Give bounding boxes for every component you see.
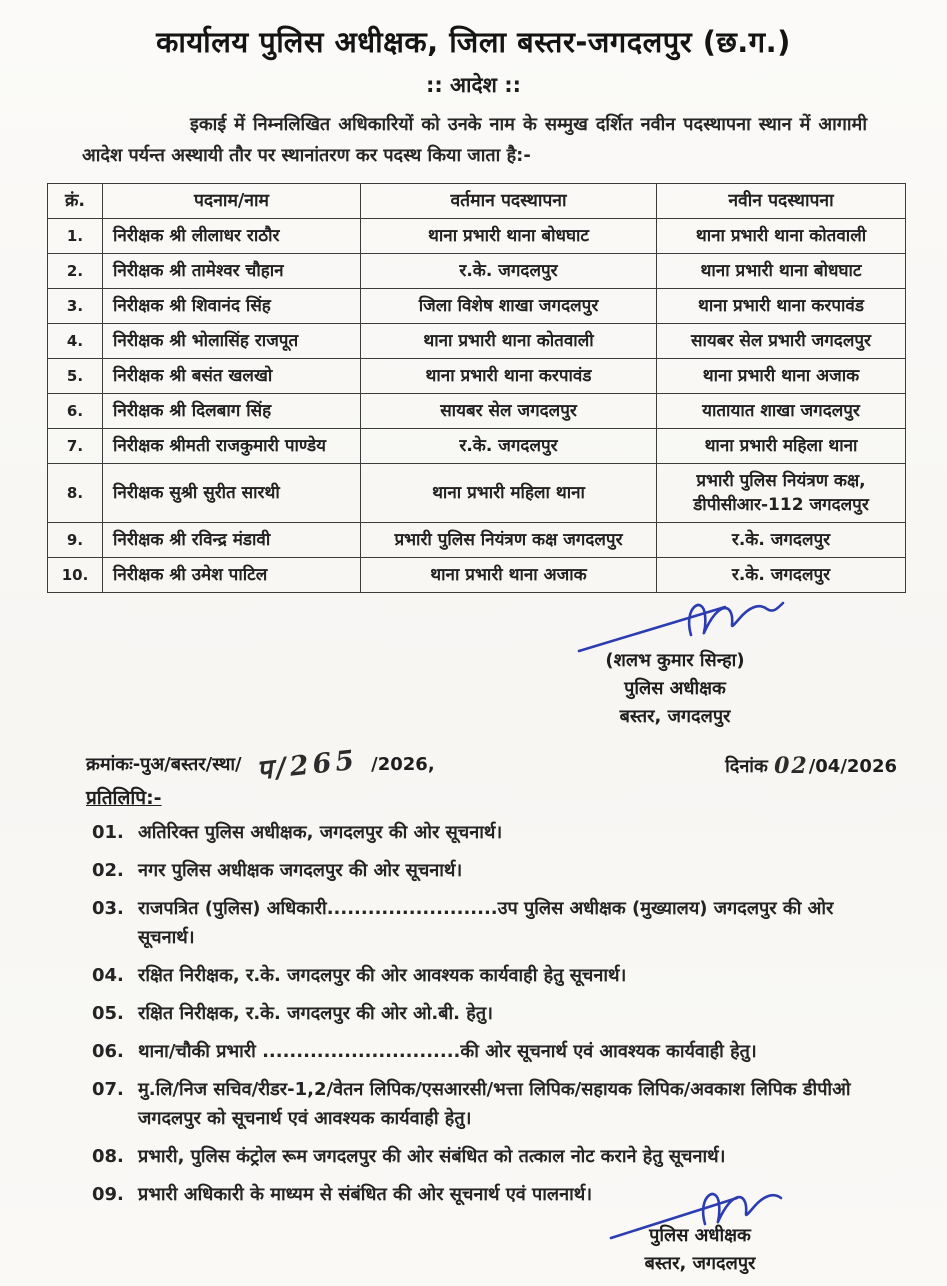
name-cell: निरीक्षक श्री रविन्द्र मंडावी bbox=[103, 523, 361, 558]
copy-item-text: रक्षित निरीक्षक, र.के. जगदलपुर की ओर ओ.बी. हेतु। bbox=[138, 1003, 493, 1024]
copy-item-number: 02. bbox=[92, 860, 124, 881]
name-cell: निरीक्षक श्री तामेश्वर चौहान bbox=[103, 254, 361, 289]
signatory-location: बस्तर, जगदलपुर bbox=[644, 1253, 756, 1274]
serial-cell: 7. bbox=[48, 429, 103, 464]
signatory-designation: पुलिस अधीक्षक bbox=[624, 678, 726, 699]
copy-section-heading: प्रतिलिपि:- bbox=[86, 787, 162, 809]
copy-item-number: 05. bbox=[92, 1003, 124, 1024]
date-handwritten: 02 bbox=[774, 753, 809, 779]
date-label: दिनांक bbox=[725, 756, 768, 777]
copy-item-text: थाना/चौकी प्रभारी .............................की ओर सूचनार्थ एवं आवश्यक कार्यवाही हेतु। bbox=[138, 1041, 757, 1062]
serial-cell: 1. bbox=[48, 219, 103, 254]
table-header-row bbox=[48, 184, 906, 219]
document-date bbox=[725, 752, 897, 778]
name-cell: निरीक्षक श्री भोलासिंह राजपूत bbox=[103, 324, 361, 359]
signature-ink-icon bbox=[609, 1184, 799, 1240]
name-cell: निरीक्षक श्री शिवानंद सिंह bbox=[103, 289, 361, 324]
copy-item-number: 03. bbox=[92, 898, 124, 919]
intro-paragraph: इकाई में निम्नलिखित अधिकारियों को उनके नाम के सम्मुख दर्शित नवीन पदस्थापना स्थान में आगामी आदेश पर्यन्त अस्थायी तौर पर स्थानांतरण कर पदस्थ किया जाता है:- bbox=[82, 114, 867, 166]
name-cell: निरीक्षक सुश्री सुरीत सारथी bbox=[103, 464, 361, 523]
table-row bbox=[48, 558, 906, 593]
signature-block-top bbox=[535, 595, 815, 731]
copy-item-number: 09. bbox=[92, 1184, 124, 1205]
current-posting-cell: थाना प्रभारी महिला थाना bbox=[361, 464, 657, 523]
copy-item-text: प्रभारी अधिकारी के माध्यम से संबंधित की ओर सूचनार्थ एवं पालनार्थ। bbox=[138, 1184, 593, 1205]
reference-handwritten-number: प/265 bbox=[254, 744, 360, 787]
name-cell: निरीक्षक श्री बसंत खलखो bbox=[103, 359, 361, 394]
copy-item-number: 08. bbox=[92, 1146, 124, 1167]
signature-block-bottom bbox=[575, 1184, 825, 1278]
copy-item-number: 06. bbox=[92, 1041, 124, 1062]
serial-cell: 8. bbox=[48, 464, 103, 523]
page-title: कार्यालय पुलिस अधीक्षक, जिला बस्तर-जगदलपुर (छ.ग.) bbox=[156, 25, 791, 59]
copy-list bbox=[92, 818, 895, 1209]
serial-cell: 10. bbox=[48, 558, 103, 593]
table-header-cell: नवीन पदस्थापना bbox=[657, 184, 906, 219]
serial-cell: 4. bbox=[48, 324, 103, 359]
signature-scrawl-bottom bbox=[575, 1184, 825, 1236]
new-posting-cell: थाना प्रभारी महिला थाना bbox=[657, 429, 906, 464]
copy-list-item bbox=[92, 856, 895, 885]
current-posting-cell: सायबर सेल जगदलपुर bbox=[361, 394, 657, 429]
copy-item-text: मु.लि/निज सचिव/रीडर-1,2/वेतन लिपिक/एसआरसी/भत्ता लिपिक/सहायक लिपिक/अवकाश लिपिक डीपीओ जगदलपुर को सूचनार्थ एवं आवश्यक कार्यवाही हेतु। bbox=[138, 1079, 851, 1129]
new-posting-cell: र.के. जगदलपुर bbox=[657, 523, 906, 558]
transfer-table bbox=[47, 183, 906, 593]
copy-list-item bbox=[92, 999, 895, 1028]
name-cell: निरीक्षक श्रीमती राजकुमारी पाण्डेय bbox=[103, 429, 361, 464]
serial-cell: 9. bbox=[48, 523, 103, 558]
table-row bbox=[48, 219, 906, 254]
serial-cell: 6. bbox=[48, 394, 103, 429]
serial-cell: 3. bbox=[48, 289, 103, 324]
table-header-cell: क्रं. bbox=[48, 184, 103, 219]
new-posting-cell: थाना प्रभारी थाना बोधघाट bbox=[657, 254, 906, 289]
reference-number bbox=[86, 741, 435, 787]
current-posting-cell: थाना प्रभारी थाना करपावंड bbox=[361, 359, 657, 394]
copy-list-item bbox=[92, 894, 895, 952]
new-posting-cell: थाना प्रभारी थाना करपावंड bbox=[657, 289, 906, 324]
signatory-name: (शलभ कुमार सिन्हा) bbox=[605, 650, 745, 671]
copy-item-text: रक्षित निरीक्षक, र.के. जगदलपुर की ओर आवश्यक कार्यवाही हेतु सूचनार्थ। bbox=[138, 965, 627, 986]
table-row bbox=[48, 429, 906, 464]
new-posting-cell: थाना प्रभारी थाना कोतवाली bbox=[657, 219, 906, 254]
table-row bbox=[48, 324, 906, 359]
table-row bbox=[48, 254, 906, 289]
copy-item-text: नगर पुलिस अधीक्षक जगदलपुर की ओर सूचनार्थ। bbox=[138, 860, 463, 881]
new-posting-cell: प्रभारी पुलिस नियंत्रण कक्ष, डीपीसीआर-112 जगदलपुर bbox=[657, 464, 906, 523]
order-heading: :: आदेश :: bbox=[425, 73, 522, 97]
copy-item-text: राजपत्रित (पुलिस) अधिकारी.........................उप पुलिस अधीक्षक (मुख्यालय) जगदलपुर की ओर सूचनार्थ। bbox=[138, 898, 834, 948]
copy-item-text: प्रभारी, पुलिस कंट्रोल रूम जगदलपुर की ओर संबंधित को तत्काल नोट कराने हेतु सूचनार्थ। bbox=[138, 1146, 726, 1167]
copy-list-item bbox=[92, 1142, 895, 1171]
current-posting-cell: र.के. जगदलपुर bbox=[361, 429, 657, 464]
current-posting-cell: प्रभारी पुलिस नियंत्रण कक्ष जगदलपुर bbox=[361, 523, 657, 558]
table-row bbox=[48, 394, 906, 429]
name-cell: निरीक्षक श्री दिलबाग सिंह bbox=[103, 394, 361, 429]
signature-scrawl-top bbox=[535, 595, 815, 653]
signature-ink-icon bbox=[575, 595, 805, 655]
current-posting-cell: थाना प्रभारी थाना बोधघाट bbox=[361, 219, 657, 254]
table-row bbox=[48, 464, 906, 523]
table-header-cell: पदनाम/नाम bbox=[103, 184, 361, 219]
reference-prefix: क्रमांकः-पुअ/बस्तर/स्था/ bbox=[86, 754, 242, 775]
signatory-location: बस्तर, जगदलपुर bbox=[619, 706, 731, 727]
copy-list-item bbox=[92, 961, 895, 990]
table-header-cell: वर्तमान पदस्थापना bbox=[361, 184, 657, 219]
reference-row bbox=[86, 741, 897, 787]
serial-cell: 5. bbox=[48, 359, 103, 394]
serial-cell: 2. bbox=[48, 254, 103, 289]
current-posting-cell: थाना प्रभारी थाना कोतवाली bbox=[361, 324, 657, 359]
transfer-table-body bbox=[48, 219, 906, 593]
copy-item-text: अतिरिक्त पुलिस अधीक्षक, जगदलपुर की ओर सूचनार्थ। bbox=[138, 822, 503, 843]
new-posting-cell: सायबर सेल प्रभारी जगदलपुर bbox=[657, 324, 906, 359]
new-posting-cell: र.के. जगदलपुर bbox=[657, 558, 906, 593]
current-posting-cell: जिला विशेष शाखा जगदलपुर bbox=[361, 289, 657, 324]
current-posting-cell: र.के. जगदलपुर bbox=[361, 254, 657, 289]
signatory-designation: पुलिस अधीक्षक bbox=[649, 1225, 751, 1246]
copy-item-number: 04. bbox=[92, 965, 124, 986]
copy-list-item bbox=[92, 818, 895, 847]
table-row bbox=[48, 359, 906, 394]
date-rest: /04/2026 bbox=[808, 756, 897, 777]
copy-item-number: 01. bbox=[92, 822, 124, 843]
new-posting-cell: यातायात शाखा जगदलपुर bbox=[657, 394, 906, 429]
copy-list-item bbox=[92, 1037, 895, 1066]
name-cell: निरीक्षक श्री उमेश पाटिल bbox=[103, 558, 361, 593]
current-posting-cell: थाना प्रभारी थाना अजाक bbox=[361, 558, 657, 593]
copy-list-item bbox=[92, 1075, 895, 1133]
table-row bbox=[48, 523, 906, 558]
copy-item-number: 07. bbox=[92, 1079, 124, 1100]
table-row bbox=[48, 289, 906, 324]
new-posting-cell: थाना प्रभारी थाना अजाक bbox=[657, 359, 906, 394]
name-cell: निरीक्षक श्री लीलाधर राठौर bbox=[103, 219, 361, 254]
reference-suffix: /2026, bbox=[371, 754, 435, 775]
